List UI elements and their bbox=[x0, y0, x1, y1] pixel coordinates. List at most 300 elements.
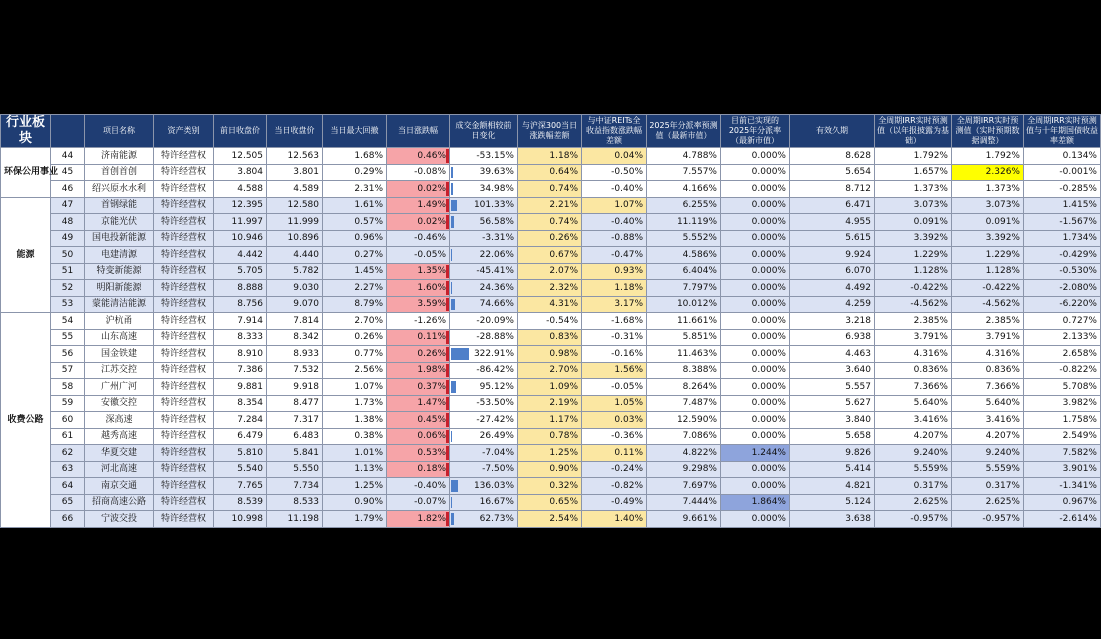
irr-policy-cell[interactable] bbox=[875, 280, 952, 297]
vs-hs300-cell[interactable] bbox=[518, 214, 582, 231]
change-cell[interactable] bbox=[387, 329, 450, 346]
irr-policy-cell[interactable] bbox=[875, 362, 952, 379]
irr-policy-cell[interactable] bbox=[875, 181, 952, 198]
turnover-change-cell[interactable] bbox=[450, 247, 518, 264]
prev-close-cell[interactable] bbox=[214, 214, 267, 231]
realized-2025-cell[interactable] bbox=[721, 247, 790, 264]
prev-close-cell[interactable] bbox=[214, 346, 267, 363]
change-cell[interactable] bbox=[387, 296, 450, 313]
close-cell[interactable] bbox=[267, 197, 323, 214]
duration-cell[interactable] bbox=[790, 379, 875, 396]
irr-policy-cell[interactable] bbox=[875, 197, 952, 214]
project-name-cell[interactable] bbox=[85, 313, 154, 330]
project-name-cell[interactable] bbox=[85, 461, 154, 478]
asset-type-cell[interactable] bbox=[154, 445, 214, 462]
project-name-cell[interactable] bbox=[85, 296, 154, 313]
project-name-cell[interactable] bbox=[85, 346, 154, 363]
row-index-cell[interactable] bbox=[51, 181, 85, 198]
duration-cell[interactable] bbox=[790, 296, 875, 313]
dist-2025-cell[interactable] bbox=[647, 329, 721, 346]
max-drawdown-cell[interactable] bbox=[323, 313, 387, 330]
change-cell[interactable] bbox=[387, 280, 450, 297]
dist-2025-cell[interactable] bbox=[647, 280, 721, 297]
asset-type-cell[interactable] bbox=[154, 494, 214, 511]
project-name-cell[interactable] bbox=[85, 395, 154, 412]
irr-realtime-cell[interactable] bbox=[952, 511, 1024, 528]
header-irr-realtime[interactable]: 全周期IRR实时预测值（实时预期数据调整） bbox=[952, 115, 1024, 148]
turnover-change-cell[interactable] bbox=[450, 412, 518, 429]
turnover-change-cell[interactable] bbox=[450, 494, 518, 511]
max-drawdown-cell[interactable] bbox=[323, 478, 387, 495]
irr-spread-cell[interactable] bbox=[1024, 379, 1101, 396]
header-vs-hs300[interactable]: 与沪深300当日涨跌幅差额 bbox=[518, 115, 582, 148]
change-cell[interactable] bbox=[387, 230, 450, 247]
prev-close-cell[interactable] bbox=[214, 428, 267, 445]
row-index-cell[interactable] bbox=[51, 230, 85, 247]
vs-reits-cell[interactable] bbox=[582, 445, 647, 462]
dist-2025-cell[interactable] bbox=[647, 313, 721, 330]
realized-2025-cell[interactable] bbox=[721, 494, 790, 511]
change-cell[interactable] bbox=[387, 478, 450, 495]
dist-2025-cell[interactable] bbox=[647, 197, 721, 214]
sector-cell[interactable]: 收费公路 bbox=[1, 313, 51, 528]
irr-realtime-cell[interactable] bbox=[952, 263, 1024, 280]
prev-close-cell[interactable] bbox=[214, 313, 267, 330]
project-name-cell[interactable] bbox=[85, 379, 154, 396]
asset-type-cell[interactable] bbox=[154, 197, 214, 214]
irr-spread-cell[interactable] bbox=[1024, 329, 1101, 346]
irr-realtime-cell[interactable] bbox=[952, 247, 1024, 264]
vs-reits-cell[interactable] bbox=[582, 197, 647, 214]
close-cell[interactable] bbox=[267, 164, 323, 181]
irr-policy-cell[interactable] bbox=[875, 478, 952, 495]
turnover-change-cell[interactable] bbox=[450, 148, 518, 165]
realized-2025-cell[interactable] bbox=[721, 428, 790, 445]
prev-close-cell[interactable] bbox=[214, 148, 267, 165]
vs-reits-cell[interactable] bbox=[582, 214, 647, 231]
close-cell[interactable] bbox=[267, 362, 323, 379]
prev-close-cell[interactable] bbox=[214, 379, 267, 396]
prev-close-cell[interactable] bbox=[214, 412, 267, 429]
irr-spread-cell[interactable] bbox=[1024, 247, 1101, 264]
asset-type-cell[interactable] bbox=[154, 214, 214, 231]
asset-type-cell[interactable] bbox=[154, 461, 214, 478]
prev-close-cell[interactable] bbox=[214, 362, 267, 379]
irr-policy-cell[interactable] bbox=[875, 164, 952, 181]
duration-cell[interactable] bbox=[790, 263, 875, 280]
vs-hs300-cell[interactable] bbox=[518, 263, 582, 280]
change-cell[interactable] bbox=[387, 445, 450, 462]
asset-type-cell[interactable] bbox=[154, 263, 214, 280]
vs-reits-cell[interactable] bbox=[582, 181, 647, 198]
vs-hs300-cell[interactable] bbox=[518, 164, 582, 181]
close-cell[interactable] bbox=[267, 247, 323, 264]
turnover-change-cell[interactable] bbox=[450, 164, 518, 181]
close-cell[interactable] bbox=[267, 511, 323, 528]
vs-hs300-cell[interactable] bbox=[518, 478, 582, 495]
duration-cell[interactable] bbox=[790, 362, 875, 379]
realized-2025-cell[interactable] bbox=[721, 346, 790, 363]
close-cell[interactable] bbox=[267, 461, 323, 478]
turnover-change-cell[interactable] bbox=[450, 214, 518, 231]
row-index-cell[interactable] bbox=[51, 148, 85, 165]
vs-reits-cell[interactable] bbox=[582, 230, 647, 247]
close-cell[interactable] bbox=[267, 230, 323, 247]
change-cell[interactable] bbox=[387, 511, 450, 528]
row-index-cell[interactable] bbox=[51, 346, 85, 363]
dist-2025-cell[interactable] bbox=[647, 362, 721, 379]
realized-2025-cell[interactable] bbox=[721, 395, 790, 412]
duration-cell[interactable] bbox=[790, 346, 875, 363]
irr-policy-cell[interactable] bbox=[875, 329, 952, 346]
max-drawdown-cell[interactable] bbox=[323, 181, 387, 198]
project-name-cell[interactable] bbox=[85, 362, 154, 379]
duration-cell[interactable] bbox=[790, 197, 875, 214]
irr-realtime-cell[interactable] bbox=[952, 181, 1024, 198]
header-close[interactable]: 当日收盘价 bbox=[267, 115, 323, 148]
change-cell[interactable] bbox=[387, 379, 450, 396]
max-drawdown-cell[interactable] bbox=[323, 362, 387, 379]
irr-realtime-cell[interactable] bbox=[952, 230, 1024, 247]
header-max-drawdown[interactable]: 当日最大回撤 bbox=[323, 115, 387, 148]
dist-2025-cell[interactable] bbox=[647, 214, 721, 231]
vs-reits-cell[interactable] bbox=[582, 148, 647, 165]
vs-hs300-cell[interactable] bbox=[518, 313, 582, 330]
close-cell[interactable] bbox=[267, 263, 323, 280]
asset-type-cell[interactable] bbox=[154, 428, 214, 445]
header-turnover-change[interactable]: 成交金额相较前日变化 bbox=[450, 115, 518, 148]
project-name-cell[interactable] bbox=[85, 214, 154, 231]
dist-2025-cell[interactable] bbox=[647, 412, 721, 429]
max-drawdown-cell[interactable] bbox=[323, 511, 387, 528]
irr-policy-cell[interactable] bbox=[875, 230, 952, 247]
row-index-cell[interactable] bbox=[51, 313, 85, 330]
row-index-cell[interactable] bbox=[51, 511, 85, 528]
close-cell[interactable] bbox=[267, 280, 323, 297]
change-cell[interactable] bbox=[387, 362, 450, 379]
prev-close-cell[interactable] bbox=[214, 164, 267, 181]
turnover-change-cell[interactable] bbox=[450, 346, 518, 363]
asset-type-cell[interactable] bbox=[154, 181, 214, 198]
irr-policy-cell[interactable] bbox=[875, 395, 952, 412]
irr-spread-cell[interactable] bbox=[1024, 395, 1101, 412]
close-cell[interactable] bbox=[267, 148, 323, 165]
project-name-cell[interactable] bbox=[85, 181, 154, 198]
irr-spread-cell[interactable] bbox=[1024, 164, 1101, 181]
irr-realtime-cell[interactable] bbox=[952, 445, 1024, 462]
dist-2025-cell[interactable] bbox=[647, 296, 721, 313]
prev-close-cell[interactable] bbox=[214, 263, 267, 280]
prev-close-cell[interactable] bbox=[214, 230, 267, 247]
dist-2025-cell[interactable] bbox=[647, 181, 721, 198]
asset-type-cell[interactable] bbox=[154, 511, 214, 528]
prev-close-cell[interactable] bbox=[214, 296, 267, 313]
asset-type-cell[interactable] bbox=[154, 148, 214, 165]
prev-close-cell[interactable] bbox=[214, 395, 267, 412]
vs-hs300-cell[interactable] bbox=[518, 379, 582, 396]
max-drawdown-cell[interactable] bbox=[323, 148, 387, 165]
dist-2025-cell[interactable] bbox=[647, 346, 721, 363]
vs-reits-cell[interactable] bbox=[582, 296, 647, 313]
project-name-cell[interactable] bbox=[85, 428, 154, 445]
row-index-cell[interactable] bbox=[51, 214, 85, 231]
close-cell[interactable] bbox=[267, 412, 323, 429]
vs-reits-cell[interactable] bbox=[582, 428, 647, 445]
change-cell[interactable] bbox=[387, 428, 450, 445]
asset-type-cell[interactable] bbox=[154, 329, 214, 346]
irr-policy-cell[interactable] bbox=[875, 445, 952, 462]
irr-realtime-cell[interactable] bbox=[952, 329, 1024, 346]
irr-realtime-cell[interactable] bbox=[952, 494, 1024, 511]
asset-type-cell[interactable] bbox=[154, 379, 214, 396]
close-cell[interactable] bbox=[267, 379, 323, 396]
header-irr-spread[interactable]: 全周期IRR实时预测值与十年期国债收益率差额 bbox=[1024, 115, 1101, 148]
asset-type-cell[interactable] bbox=[154, 346, 214, 363]
turnover-change-cell[interactable] bbox=[450, 181, 518, 198]
turnover-change-cell[interactable] bbox=[450, 478, 518, 495]
max-drawdown-cell[interactable] bbox=[323, 296, 387, 313]
dist-2025-cell[interactable] bbox=[647, 247, 721, 264]
dist-2025-cell[interactable] bbox=[647, 478, 721, 495]
irr-policy-cell[interactable] bbox=[875, 296, 952, 313]
irr-policy-cell[interactable] bbox=[875, 461, 952, 478]
vs-reits-cell[interactable] bbox=[582, 263, 647, 280]
vs-hs300-cell[interactable] bbox=[518, 412, 582, 429]
max-drawdown-cell[interactable] bbox=[323, 247, 387, 264]
change-cell[interactable] bbox=[387, 461, 450, 478]
duration-cell[interactable] bbox=[790, 230, 875, 247]
row-index-cell[interactable] bbox=[51, 362, 85, 379]
vs-reits-cell[interactable] bbox=[582, 164, 647, 181]
dist-2025-cell[interactable] bbox=[647, 511, 721, 528]
prev-close-cell[interactable] bbox=[214, 280, 267, 297]
vs-hs300-cell[interactable] bbox=[518, 445, 582, 462]
realized-2025-cell[interactable] bbox=[721, 511, 790, 528]
vs-reits-cell[interactable] bbox=[582, 412, 647, 429]
max-drawdown-cell[interactable] bbox=[323, 346, 387, 363]
dist-2025-cell[interactable] bbox=[647, 230, 721, 247]
max-drawdown-cell[interactable] bbox=[323, 461, 387, 478]
vs-hs300-cell[interactable] bbox=[518, 197, 582, 214]
max-drawdown-cell[interactable] bbox=[323, 197, 387, 214]
irr-spread-cell[interactable] bbox=[1024, 313, 1101, 330]
sector-cell[interactable]: 环保公用事业 bbox=[1, 148, 51, 198]
project-name-cell[interactable] bbox=[85, 280, 154, 297]
prev-close-cell[interactable] bbox=[214, 197, 267, 214]
irr-realtime-cell[interactable] bbox=[952, 313, 1024, 330]
turnover-change-cell[interactable] bbox=[450, 313, 518, 330]
header-type[interactable]: 资产类别 bbox=[154, 115, 214, 148]
vs-reits-cell[interactable] bbox=[582, 478, 647, 495]
project-name-cell[interactable] bbox=[85, 478, 154, 495]
change-cell[interactable] bbox=[387, 164, 450, 181]
vs-hs300-cell[interactable] bbox=[518, 395, 582, 412]
irr-realtime-cell[interactable] bbox=[952, 428, 1024, 445]
realized-2025-cell[interactable] bbox=[721, 445, 790, 462]
turnover-change-cell[interactable] bbox=[450, 296, 518, 313]
close-cell[interactable] bbox=[267, 445, 323, 462]
irr-realtime-cell[interactable] bbox=[952, 148, 1024, 165]
dist-2025-cell[interactable] bbox=[647, 148, 721, 165]
vs-reits-cell[interactable] bbox=[582, 247, 647, 264]
row-index-cell[interactable] bbox=[51, 379, 85, 396]
max-drawdown-cell[interactable] bbox=[323, 379, 387, 396]
realized-2025-cell[interactable] bbox=[721, 230, 790, 247]
prev-close-cell[interactable] bbox=[214, 461, 267, 478]
row-index-cell[interactable] bbox=[51, 247, 85, 264]
irr-policy-cell[interactable] bbox=[875, 428, 952, 445]
realized-2025-cell[interactable] bbox=[721, 164, 790, 181]
turnover-change-cell[interactable] bbox=[450, 197, 518, 214]
max-drawdown-cell[interactable] bbox=[323, 329, 387, 346]
turnover-change-cell[interactable] bbox=[450, 428, 518, 445]
header-index[interactable] bbox=[51, 115, 85, 148]
irr-realtime-cell[interactable] bbox=[952, 461, 1024, 478]
vs-hs300-cell[interactable] bbox=[518, 148, 582, 165]
dist-2025-cell[interactable] bbox=[647, 445, 721, 462]
row-index-cell[interactable] bbox=[51, 395, 85, 412]
vs-hs300-cell[interactable] bbox=[518, 230, 582, 247]
max-drawdown-cell[interactable] bbox=[323, 428, 387, 445]
vs-hs300-cell[interactable] bbox=[518, 428, 582, 445]
vs-reits-cell[interactable] bbox=[582, 494, 647, 511]
project-name-cell[interactable] bbox=[85, 230, 154, 247]
irr-spread-cell[interactable] bbox=[1024, 511, 1101, 528]
realized-2025-cell[interactable] bbox=[721, 148, 790, 165]
vs-hs300-cell[interactable] bbox=[518, 346, 582, 363]
row-index-cell[interactable] bbox=[51, 296, 85, 313]
project-name-cell[interactable] bbox=[85, 511, 154, 528]
turnover-change-cell[interactable] bbox=[450, 329, 518, 346]
duration-cell[interactable] bbox=[790, 164, 875, 181]
realized-2025-cell[interactable] bbox=[721, 478, 790, 495]
duration-cell[interactable] bbox=[790, 214, 875, 231]
vs-reits-cell[interactable] bbox=[582, 395, 647, 412]
close-cell[interactable] bbox=[267, 296, 323, 313]
close-cell[interactable] bbox=[267, 478, 323, 495]
header-dist-2025[interactable]: 2025年分派率预测值（最新市值） bbox=[647, 115, 721, 148]
project-name-cell[interactable] bbox=[85, 329, 154, 346]
vs-reits-cell[interactable] bbox=[582, 362, 647, 379]
dist-2025-cell[interactable] bbox=[647, 164, 721, 181]
irr-spread-cell[interactable] bbox=[1024, 230, 1101, 247]
vs-reits-cell[interactable] bbox=[582, 313, 647, 330]
asset-type-cell[interactable] bbox=[154, 280, 214, 297]
irr-spread-cell[interactable] bbox=[1024, 296, 1101, 313]
realized-2025-cell[interactable] bbox=[721, 461, 790, 478]
dist-2025-cell[interactable] bbox=[647, 428, 721, 445]
realized-2025-cell[interactable] bbox=[721, 197, 790, 214]
turnover-change-cell[interactable] bbox=[450, 445, 518, 462]
change-cell[interactable] bbox=[387, 412, 450, 429]
irr-realtime-cell[interactable] bbox=[952, 197, 1024, 214]
duration-cell[interactable] bbox=[790, 461, 875, 478]
irr-policy-cell[interactable] bbox=[875, 247, 952, 264]
project-name-cell[interactable] bbox=[85, 494, 154, 511]
turnover-change-cell[interactable] bbox=[450, 511, 518, 528]
row-index-cell[interactable] bbox=[51, 445, 85, 462]
irr-spread-cell[interactable] bbox=[1024, 412, 1101, 429]
asset-type-cell[interactable] bbox=[154, 247, 214, 264]
header-vs-reits[interactable]: 与中证REITs全收益指数涨跌幅差额 bbox=[582, 115, 647, 148]
irr-policy-cell[interactable] bbox=[875, 379, 952, 396]
duration-cell[interactable] bbox=[790, 280, 875, 297]
change-cell[interactable] bbox=[387, 263, 450, 280]
close-cell[interactable] bbox=[267, 313, 323, 330]
change-cell[interactable] bbox=[387, 395, 450, 412]
realized-2025-cell[interactable] bbox=[721, 263, 790, 280]
max-drawdown-cell[interactable] bbox=[323, 412, 387, 429]
duration-cell[interactable] bbox=[790, 494, 875, 511]
vs-hs300-cell[interactable] bbox=[518, 247, 582, 264]
irr-realtime-cell[interactable] bbox=[952, 164, 1024, 181]
asset-type-cell[interactable] bbox=[154, 313, 214, 330]
change-cell[interactable] bbox=[387, 346, 450, 363]
change-cell[interactable] bbox=[387, 197, 450, 214]
row-index-cell[interactable] bbox=[51, 280, 85, 297]
irr-realtime-cell[interactable] bbox=[952, 214, 1024, 231]
change-cell[interactable] bbox=[387, 247, 450, 264]
dist-2025-cell[interactable] bbox=[647, 263, 721, 280]
irr-spread-cell[interactable] bbox=[1024, 494, 1101, 511]
dist-2025-cell[interactable] bbox=[647, 461, 721, 478]
vs-reits-cell[interactable] bbox=[582, 329, 647, 346]
turnover-change-cell[interactable] bbox=[450, 461, 518, 478]
vs-reits-cell[interactable] bbox=[582, 379, 647, 396]
irr-spread-cell[interactable] bbox=[1024, 445, 1101, 462]
max-drawdown-cell[interactable] bbox=[323, 395, 387, 412]
irr-realtime-cell[interactable] bbox=[952, 478, 1024, 495]
max-drawdown-cell[interactable] bbox=[323, 214, 387, 231]
irr-policy-cell[interactable] bbox=[875, 313, 952, 330]
irr-policy-cell[interactable] bbox=[875, 263, 952, 280]
duration-cell[interactable] bbox=[790, 445, 875, 462]
max-drawdown-cell[interactable] bbox=[323, 263, 387, 280]
vs-hs300-cell[interactable] bbox=[518, 494, 582, 511]
max-drawdown-cell[interactable] bbox=[323, 230, 387, 247]
irr-policy-cell[interactable] bbox=[875, 494, 952, 511]
row-index-cell[interactable] bbox=[51, 263, 85, 280]
duration-cell[interactable] bbox=[790, 478, 875, 495]
vs-reits-cell[interactable] bbox=[582, 346, 647, 363]
asset-type-cell[interactable] bbox=[154, 230, 214, 247]
vs-hs300-cell[interactable] bbox=[518, 280, 582, 297]
realized-2025-cell[interactable] bbox=[721, 313, 790, 330]
max-drawdown-cell[interactable] bbox=[323, 445, 387, 462]
realized-2025-cell[interactable] bbox=[721, 181, 790, 198]
irr-policy-cell[interactable] bbox=[875, 511, 952, 528]
irr-realtime-cell[interactable] bbox=[952, 379, 1024, 396]
duration-cell[interactable] bbox=[790, 511, 875, 528]
project-name-cell[interactable] bbox=[85, 164, 154, 181]
turnover-change-cell[interactable] bbox=[450, 263, 518, 280]
duration-cell[interactable] bbox=[790, 313, 875, 330]
prev-close-cell[interactable] bbox=[214, 329, 267, 346]
irr-spread-cell[interactable] bbox=[1024, 461, 1101, 478]
turnover-change-cell[interactable] bbox=[450, 379, 518, 396]
vs-reits-cell[interactable] bbox=[582, 461, 647, 478]
irr-spread-cell[interactable] bbox=[1024, 148, 1101, 165]
realized-2025-cell[interactable] bbox=[721, 379, 790, 396]
project-name-cell[interactable] bbox=[85, 148, 154, 165]
header-prev-close[interactable]: 前日收盘价 bbox=[214, 115, 267, 148]
prev-close-cell[interactable] bbox=[214, 445, 267, 462]
close-cell[interactable] bbox=[267, 494, 323, 511]
close-cell[interactable] bbox=[267, 428, 323, 445]
irr-spread-cell[interactable] bbox=[1024, 214, 1101, 231]
irr-spread-cell[interactable] bbox=[1024, 362, 1101, 379]
max-drawdown-cell[interactable] bbox=[323, 494, 387, 511]
